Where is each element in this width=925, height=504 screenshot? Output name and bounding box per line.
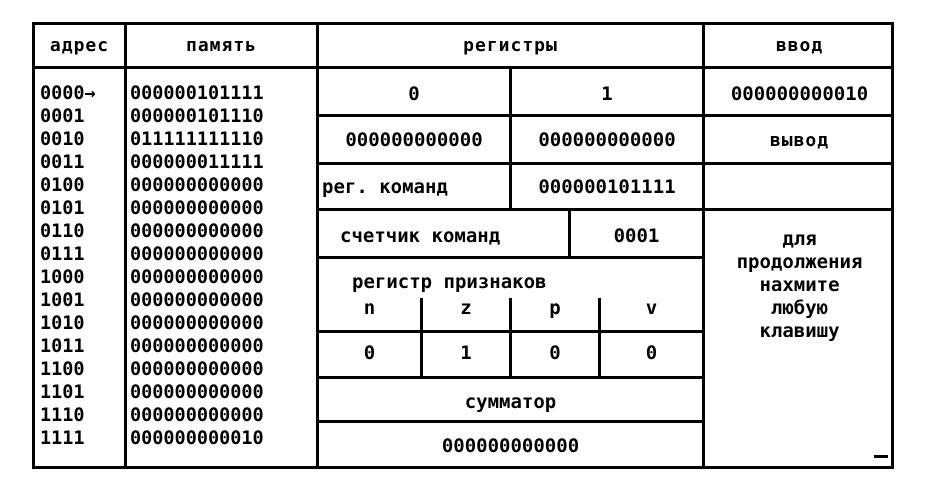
memory-address: 1011 [40, 336, 85, 357]
memory-address: 1111 [40, 428, 85, 449]
divider-reg-row1 [316, 114, 894, 117]
flag-v-name: v [645, 297, 658, 319]
divider-address-memory [124, 22, 127, 469]
memory-address: 0010 [40, 129, 85, 150]
register-1-value[interactable]: 000000000000 [538, 129, 676, 151]
memory-address: 0110 [40, 221, 85, 242]
input-value[interactable]: 000000000010 [730, 83, 869, 105]
memory-cell-list[interactable] [130, 82, 264, 450]
accumulator-label: сумматор [464, 391, 557, 413]
divider-reg-row2 [316, 162, 894, 165]
address-header: адрес [49, 35, 110, 56]
memory-cell[interactable]: 000000000000 [130, 313, 264, 334]
continue-prompt: для продолжения нахмите любую клавишу [736, 228, 863, 342]
address-list [40, 82, 96, 450]
registers-header: регистры [463, 35, 558, 56]
program-counter-label: счетчик команд [340, 225, 501, 247]
memory-cell[interactable]: 000000000000 [130, 336, 264, 357]
memory-cell[interactable]: 000000000000 [130, 198, 264, 219]
memory-address: 0111 [40, 244, 85, 265]
memory-address: 0101 [40, 198, 85, 219]
divider-acc-label [316, 420, 704, 423]
memory-address: 1101 [40, 382, 85, 403]
memory-address: 1110 [40, 405, 85, 426]
memory-cell[interactable]: 000000000000 [130, 267, 264, 288]
memory-address: 0100 [40, 175, 85, 196]
register-0-label: 0 [408, 83, 420, 105]
memory-cell[interactable]: 000000000000 [130, 221, 264, 242]
program-counter-value[interactable]: 0001 [613, 225, 660, 247]
text-cursor [874, 455, 888, 458]
memory-cell[interactable]: 000000000010 [130, 428, 264, 449]
register-0-value[interactable]: 000000000000 [345, 129, 483, 151]
memory-cell[interactable]: 000000000000 [130, 405, 264, 426]
flag-z-name: z [460, 297, 472, 319]
memory-cell[interactable]: 011111111110 [130, 129, 264, 150]
register-1-label: 1 [601, 83, 613, 105]
memory-cell[interactable]: 000000011111 [130, 152, 264, 173]
divider-flags-bottom [316, 376, 704, 379]
memory-cell[interactable]: 000000000000 [130, 244, 264, 265]
divider-flags-names [316, 330, 704, 333]
memory-cell[interactable]: 000000000000 [130, 359, 264, 380]
accumulator-value[interactable]: 000000000000 [441, 435, 580, 457]
memory-cell[interactable]: 000000000000 [130, 382, 264, 403]
memory-address: 0011 [40, 152, 85, 173]
memory-header: память [185, 35, 258, 56]
memory-cell[interactable]: 000000000000 [130, 175, 264, 196]
output-label: вывод [769, 130, 830, 151]
flag-z-value[interactable]: 1 [460, 342, 472, 364]
memory-address: 1100 [40, 359, 85, 380]
flag-p-value[interactable]: 0 [549, 342, 561, 364]
memory-cell[interactable]: 000000101110 [130, 106, 264, 127]
header-divider [32, 66, 894, 69]
divider-pc-bottom [316, 256, 704, 259]
command-register-label: рег. команд [322, 176, 448, 198]
flag-n-value[interactable]: 0 [363, 342, 376, 364]
input-header: ввод [775, 35, 824, 56]
memory-cell[interactable]: 000000000000 [130, 290, 264, 311]
flag-p-name: p [549, 297, 561, 319]
memory-address: 1000 [40, 267, 85, 288]
memory-address: 1001 [40, 290, 85, 311]
flag-v-value[interactable]: 0 [645, 342, 658, 364]
command-register-value[interactable]: 000000101111 [538, 176, 676, 198]
memory-cell[interactable]: 000000101111 [130, 83, 264, 104]
divider-reg-row3 [316, 208, 894, 211]
memory-address: 0001 [40, 106, 85, 127]
memory-address: 1010 [40, 313, 85, 334]
memory-address: 0000→ [40, 83, 96, 104]
flags-register-label: регистр признаков [352, 271, 547, 293]
flag-n-name: n [363, 297, 376, 319]
